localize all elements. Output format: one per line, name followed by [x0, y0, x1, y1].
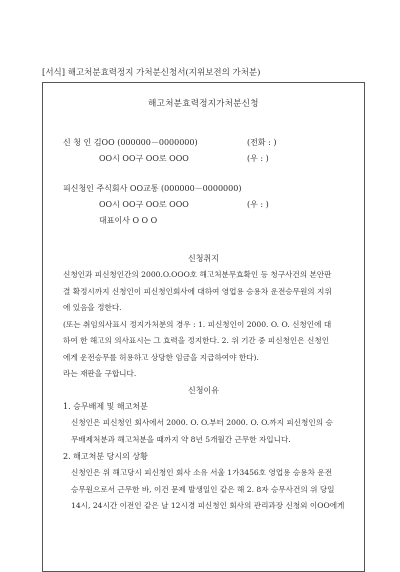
applicant-address: OO시 OO구 OO로 OOO [99, 154, 189, 163]
document-title: 해고처분효력정지가처분신청 [148, 99, 259, 109]
reasons-heading: 신청이유 [188, 386, 219, 395]
reason-1-title: 1. 승무배제 및 해고처분 [63, 402, 148, 411]
reason-2-line: 승무원으로서 근무한 바, 이건 문제 발생일인 같은 해 2. 8자 승무사건의 위 당일 [71, 484, 335, 494]
purpose-line: (또는 취임의사표시 정지가처분의 경우 : 1. 피신청인이 2000. O. O. 신청인에 대 [63, 319, 332, 329]
respondent-representative: 대표이사 O O O [99, 216, 158, 225]
reason-1-text [63, 415, 353, 448]
purpose-text [63, 267, 353, 383]
reason-2-line: 신청인은 위 해고당시 피신청인 회사 소유 서울 1가3456호 영업용 승용차 운전 [71, 468, 333, 477]
purpose-line: 에 있음을 정한다. [63, 303, 122, 312]
purpose-heading: 신청취지 [188, 254, 219, 263]
reason-2-line: 14시, 24시간 이전인 같은 날 12시경 피신청인 회사의 관리과장 신청외 이OO에게 [71, 501, 345, 510]
respondent-postal: (우 : ) [247, 200, 269, 209]
reason-1-line: 신청인은 피신청인 회사에서 2000. O. O.부터 2000. O. O.까지 피신청인의 승 [71, 418, 333, 427]
applicant-label: 신 청 인 김OO (000000－0000000) [63, 138, 198, 147]
purpose-line: 신청인과 피신청인간의 2000.O.OOO호 해고처분무효확인 등 청구사건의 본안판 [63, 270, 332, 279]
applicant-postal: (우 : ) [247, 154, 269, 163]
respondent-address: OO시 OO구 OO로 OOO [99, 200, 189, 209]
document-frame [42, 82, 365, 572]
purpose-line: 하여 한 해고의 의사표시는 그 효력을 정지한다. 2. 위 기간 중 피신청인은 신청인 [63, 336, 330, 345]
purpose-line: 결 확정시까지 신청인이 피신청인회사에 대하여 영업용 승용차 운전승무원의 지위 [63, 286, 332, 296]
reason-1-line: 무배제처분과 해고처분을 때까지 약 8년 5개월간 근무한 자입니다. [71, 434, 291, 444]
purpose-line: 라는 재판을 구합니다. [63, 369, 137, 378]
applicant-phone: (전화 : ) [247, 138, 277, 147]
respondent-label: 피신청인 주식회사 OO교통 (000000－0000000) [63, 184, 242, 193]
reason-2-title: 2. 해고처분 당시의 상황 [63, 452, 148, 461]
reason-2-text [63, 465, 353, 515]
form-caption: [서식] 해고처분효력정지 가처분신청서(지위보전의 가처분) [42, 68, 261, 78]
purpose-line: 에게 운전승무를 허용하고 상당한 임금을 지급하여야 한다). [63, 352, 259, 362]
